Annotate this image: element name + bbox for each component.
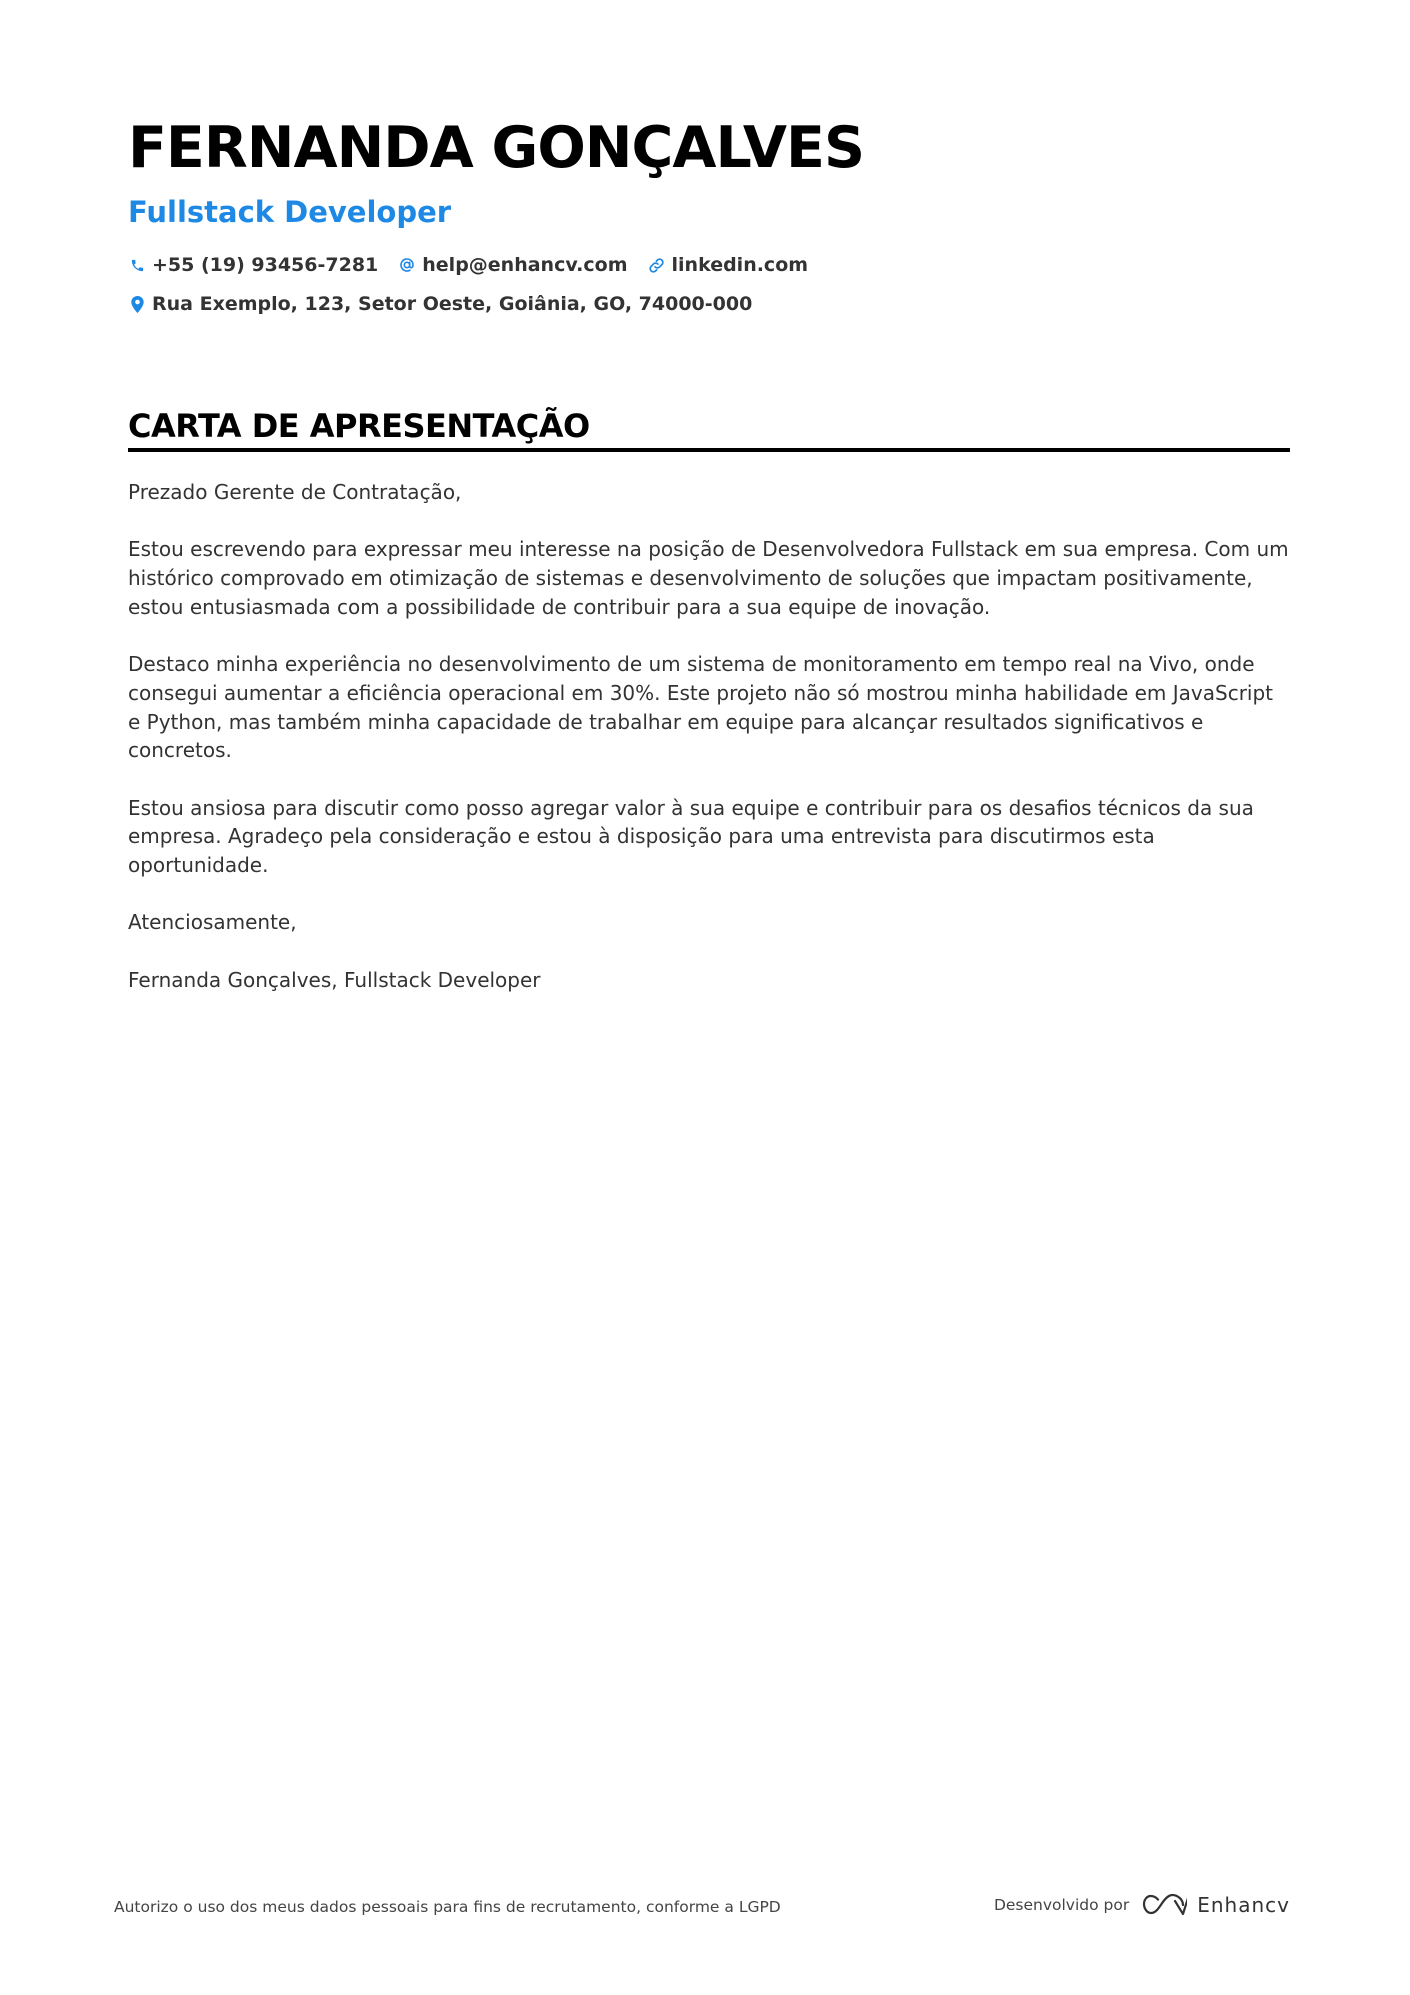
link-icon	[648, 256, 666, 274]
contact-phone	[128, 252, 378, 278]
candidate-role: Fullstack Developer	[128, 195, 452, 229]
letter-paragraph: Destaco minha experiência no desenvolvimento de um sistema de monitoramento em tempo real na Vivo, onde consegui aumentar a eficiência operacional em 30%. Este projeto não só mostrou minha habilidade em JavaScript e Python, mas também minha capacidade de trabalhar em equipe para alcançar resultados significativos e concretos.	[128, 652, 1274, 763]
page-footer	[114, 1892, 1290, 1924]
contact-address	[128, 291, 752, 317]
letter-paragraph: Estou ansiosa para discutir como posso agregar valor à sua equipe e contribuir para os desafios técnicos da sua empresa. Agradeço pela consideração e estou à disposição para uma entrevista para discutirmos esta oportunidade.	[128, 795, 1254, 878]
email-text[interactable]: help@enhancv.com	[422, 254, 628, 276]
letter-closing: Atenciosamente,	[128, 910, 297, 935]
powered-by[interactable]	[994, 1892, 1290, 1918]
section-divider	[128, 448, 1290, 452]
section-title: CARTA DE APRESENTAÇÃO	[128, 407, 590, 445]
letter-signature: Fernanda Gonçalves, Fullstack Developer	[128, 967, 541, 992]
contact-linkedin	[648, 252, 809, 278]
letter-greeting: Prezado Gerente de Contratação,	[128, 480, 462, 504]
address-text: Rua Exemplo, 123, Setor Oeste, Goiânia, GO, 74000-000	[152, 293, 753, 315]
enhancv-logo-icon	[1141, 1892, 1290, 1918]
phone-text[interactable]: +55 (19) 93456-7281	[152, 254, 379, 276]
brand-name: Enhancv	[1197, 1893, 1290, 1917]
resume-header	[128, 108, 1288, 317]
letter-paragraph: Estou escrevendo para expressar meu interesse na posição de Desenvolvedora Fullstack em sua empresa. Com um histórico comprovado em otimização de sistemas e desenvolvimento de soluções que impactam positivamente, estou entusiasmada com a possibilidade de contribuir para a sua equipe de inovação.	[128, 537, 1289, 619]
phone-icon	[128, 256, 146, 274]
contact-row	[128, 252, 1288, 278]
powered-by-label: Desenvolvido por	[993, 1896, 1130, 1914]
at-icon	[398, 256, 416, 274]
linkedin-text[interactable]: linkedin.com	[671, 254, 809, 276]
candidate-name: FERNANDA GONÇALVES	[128, 115, 865, 181]
contact-email	[398, 252, 627, 278]
cover-letter-section	[128, 404, 1290, 1023]
map-pin-icon	[128, 295, 146, 313]
letter-body	[128, 478, 1290, 995]
lgpd-consent-text: Autorizo o uso dos meus dados pessoais para fins de recrutamento, conforme a LGPD	[114, 1898, 781, 1916]
address-row	[128, 291, 1288, 317]
